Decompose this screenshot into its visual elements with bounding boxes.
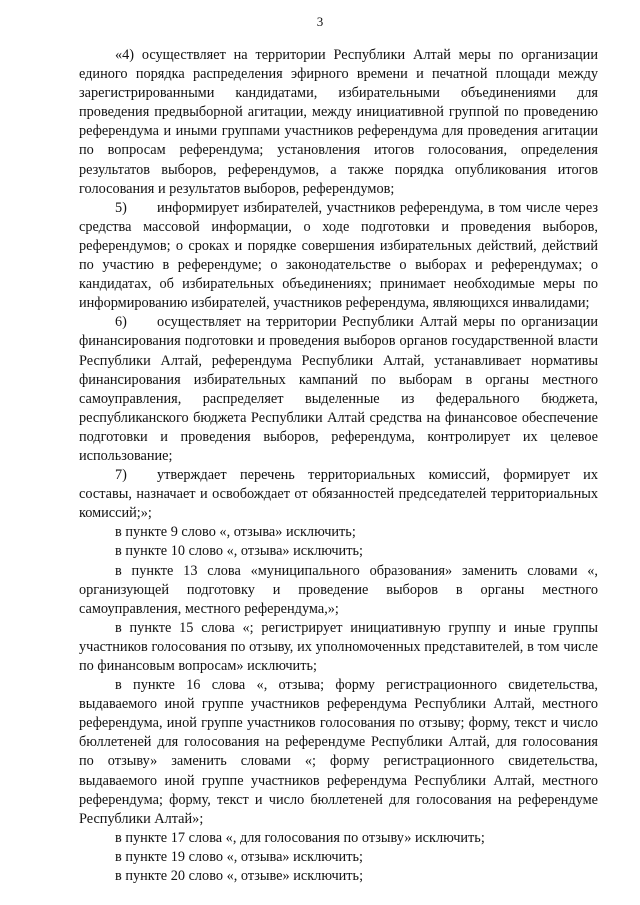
document-body	[79, 46, 598, 886]
paragraph-item-7	[79, 466, 598, 523]
item-text: информирует избирателей, участников референдума, в том числе через средства массовой информации, о ходе подготовки и проведения выборов, референдумов; о сроках и порядке совершения избирательных действий, действий по участию в референдуме; о законодательстве о выборах и референдумах; о кандидатах, об избирательных объединениях; принимает необходимые меры по информированию избирателей, участников референдума, являющихся инвалидами;	[79, 199, 598, 312]
item-text: осуществляет на территории Республики Алтай меры по организации финансирования подготовки и проведения выборов органов государственной власти Республики Алтай, референдума Республики Алтай, устанавливает нормативы финансирования избирательных кампаний по выборам в органы местного самоуправления, распределяет выделенные из федерального бюджета, республиканского бюджета Республики Алтай средства на финансовое обеспечение подготовки и проведения выборов, референдума, контролирует их целевое использование;	[79, 314, 598, 464]
item-text: утверждает перечень территориальных комиссий, формирует их составы, назначает и освобождает от обязанностей председателей территориальных комиссий;»;	[79, 467, 598, 522]
item-number: 6)	[115, 314, 127, 331]
item-number: 5)	[115, 199, 127, 216]
paragraph-point-13: в пункте 13 слова «муниципального образования» заменить словами «, организующей подготовку и проведение выборов в органы местного самоуправления, местного референдума,»;	[79, 562, 598, 617]
page-number: 3	[316, 14, 324, 29]
paragraph-point-10: в пункте 10 слово «, отзыва» исключить;	[115, 543, 363, 560]
paragraph-item-5	[79, 199, 598, 314]
paragraph-point-16: в пункте 16 слова «, отзыва; форму регистрационного свидетельства, выдаваемого иной группе участников референдума Республики Алтай, местного референдума, иной группе участников голосования по отзыву; форму, текст и число бюллетеней для голосования на референдуме Республики Алтай, для голосования по отзыву» заменить словами «; форму регистрационного свидетельства, выдаваемого иной группе участников референдума Республики Алтай, местного референдума; форму, текст и число бюллетеней для голосования на референдуме Республики Алтай»;	[79, 677, 598, 827]
paragraph-point-15: в пункте 15 слова «; регистрирует инициативную группу и иные группы участников голосования по отзыву, их уполномоченных представителей, в том числе по финансовым вопросам» исключить;	[79, 619, 598, 674]
paragraph-point-20: в пункте 20 слово «, отзыве» исключить;	[115, 868, 364, 885]
paragraph-item-4: «4) осуществляет на территории Республики Алтай меры по организации единого порядка распределения эфирного времени и печатной площади между зарегистрированными кандидатами, избирательными объединениями для проведения предвыборной агитации, между инициативной группой по проведению референдума и иными группами участников референдума для проведения агитации по вопросам референдума; установления итогов голосования, определения результатов выборов, референдумов, а также порядка опубликования итогов голосования и результатов выборов, референдумов;	[79, 47, 598, 197]
paragraph-point-19: в пункте 19 слово «, отзыва» исключить;	[115, 848, 363, 865]
paragraph-point-17: в пункте 17 слова «, для голосования по отзыву» исключить;	[115, 829, 485, 846]
paragraph-point-9: в пункте 9 слово «, отзыва» исключить;	[115, 524, 356, 541]
item-number: 7)	[115, 467, 127, 484]
paragraph-item-6	[79, 313, 598, 466]
